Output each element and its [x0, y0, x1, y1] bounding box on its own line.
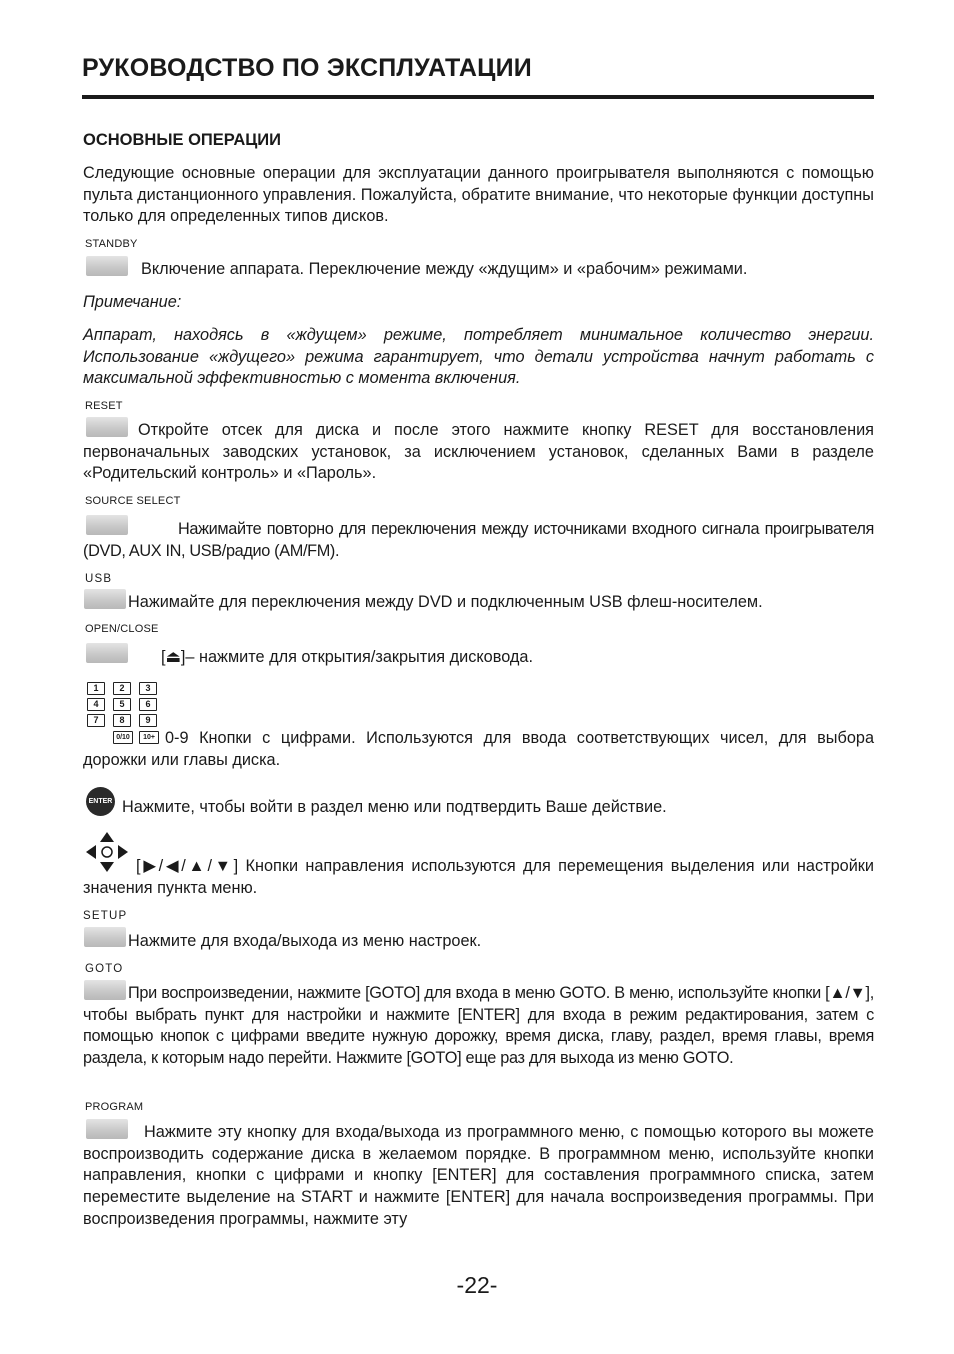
- key-2: 2: [113, 682, 131, 695]
- standby-label: STANDBY: [85, 238, 138, 250]
- section-title: ОСНОВНЫЕ ОПЕРАЦИИ: [83, 131, 282, 149]
- enter-icon: ENTER: [86, 787, 115, 816]
- setup-description: Нажмите для входа/выхода из меню настроек.: [128, 932, 482, 950]
- reset-description: Откройте отсек для диска и после этого нажмите кнопку RESET для восстановления первоначальных заводских установок, за исключением установок, сделанных Вами в разделе «Родительский контроль» и «Пароль».: [83, 421, 874, 483]
- key-4: 4: [87, 698, 105, 711]
- direction-description: [▶/◀/▲/▼] Кнопки направления используются для перемещения выделения или настройки значения пункта меню.: [83, 857, 874, 897]
- source-select-label: SOURCE SELECT: [85, 495, 181, 507]
- usb-label: USB: [85, 573, 113, 585]
- setup-label: SETUP: [83, 910, 128, 922]
- key-3: 3: [139, 682, 157, 695]
- key-8: 8: [113, 714, 131, 727]
- setup-button-icon: [84, 927, 126, 947]
- source-select-description: Нажимайте повторно для переключения между источниками входного сигнала проигрывателя (DVD, AUX IN, USB/радио (AM/FM).: [83, 520, 874, 560]
- page-title: РУКОВОДСТВО ПО ЭКСПЛУАТАЦИИ: [82, 54, 532, 82]
- program-description: Нажмите эту кнопку для входа/выхода из программного меню, с помощью которого вы можете воспроизводить содержание диска в желаемом порядке. В программном меню, используйте кнопки направления, кнопки с цифрами и кнопку [ENTER] для составления программного списка, затем переместите выделение на START и нажмите [ENTER] для начала воспроизведения программы. При воспроизведения программы, нажмите эту: [83, 1123, 874, 1228]
- usb-button-icon: [84, 589, 126, 609]
- usb-description: Нажимайте для переключения между DVD и подключенным USB флеш-носителем.: [128, 593, 763, 611]
- key-7: 7: [87, 714, 105, 727]
- key-6: 6: [139, 698, 157, 711]
- title-divider: [82, 95, 874, 99]
- key-1: 1: [87, 682, 105, 695]
- key-5: 5: [113, 698, 131, 711]
- key-9: 9: [139, 714, 157, 727]
- open-close-label: OPEN/CLOSE: [85, 623, 159, 635]
- page-number: -22-: [456, 1272, 498, 1298]
- open-close-button-icon: [86, 643, 128, 663]
- standby-button-icon: [86, 256, 128, 276]
- standby-description: Включение аппарата. Переключение между «ждущим» и «рабочим» режимами.: [141, 260, 748, 278]
- program-label: PROGRAM: [85, 1101, 144, 1113]
- intro-paragraph: Следующие основные операции для эксплуатации данного проигрывателя выполняются с помощью пульта дистанционного управления. Пожалуйста, обратите внимание, что некоторые функции доступны только для определенных типов дисков.: [83, 164, 874, 226]
- note-heading: Примечание:: [83, 293, 182, 311]
- goto-label: GOTO: [85, 963, 124, 975]
- note-text: Аппарат, находясь в «ждущем» режиме, потребляет минимальное количество энергии. Использование «ждущего» режима гарантирует, что детали устройства начнут работать с максимальной эффективностью с момента включения.: [83, 326, 874, 388]
- key-0-10: 0/10: [113, 731, 133, 744]
- key-10-plus: 10+: [139, 731, 159, 744]
- open-close-description: [⏏]– нажмите для открытия/закрытия дисковода.: [161, 648, 533, 666]
- reset-label: RESET: [85, 400, 123, 412]
- enter-description: Нажмите, чтобы войти в раздел меню или подтвердить Ваше действие.: [122, 798, 667, 816]
- number-keys-description: 0-9 Кнопки с цифрами. Используются для ввода соответствующих чисел, для выбора дорожки или главы диска.: [83, 729, 874, 769]
- goto-description: При воспроизведении, нажмите [GOTO] для входа в меню GOTO. В меню, используйте кнопки [▲/▼], чтобы выбрать пункт для настройки и нажмите [ENTER] для входа в режим редактирования, затем с помощью кнопок с цифрами введите нужную дорожку, время диска, главу, раздел, время главы, время раздела, к которым надо перейти. Нажмите [GOTO] еще раз для выхода из меню GOTO.: [83, 984, 874, 1068]
